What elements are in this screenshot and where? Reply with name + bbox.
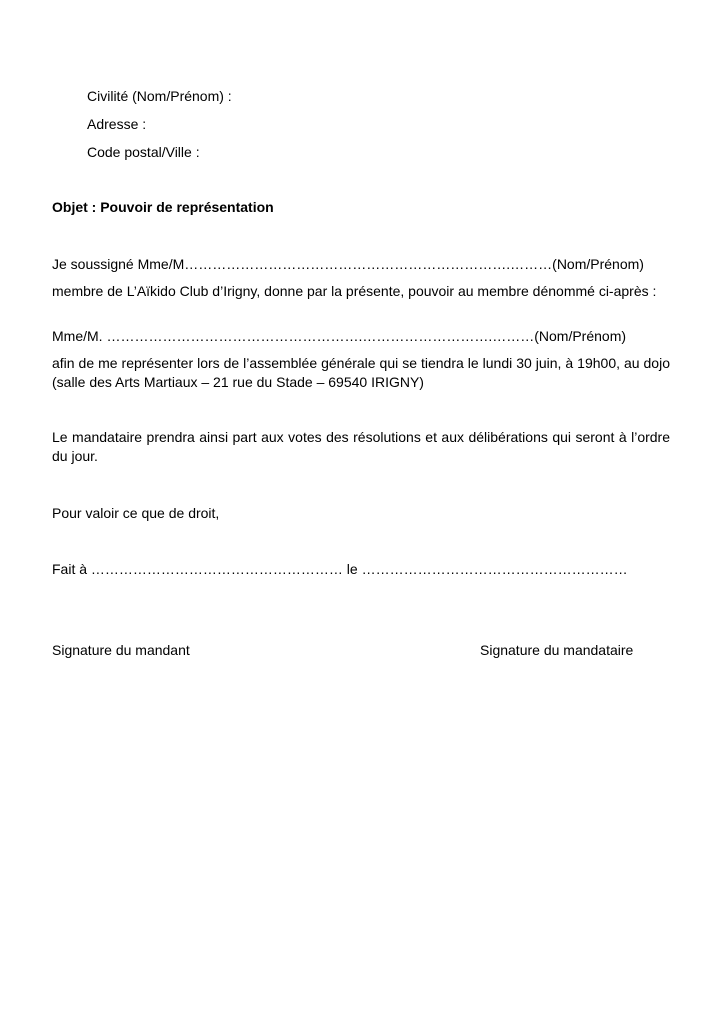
mandataire-paragraph: Le mandataire prendra ainsi part aux votes des résolutions et aux délibérations qui seront à l’ordre du jour. [52, 429, 670, 464]
objet-heading: Objet : Pouvoir de représentation [52, 199, 274, 215]
signature-mandataire: Signature du mandataire [480, 642, 634, 658]
mandataire-name-line: Mme/M. ……………………………………………….……………………….………(Nom/Prénom) [52, 328, 627, 344]
soussigne-line: Je soussigné Mme/M…………………………………………………………….………(Nom/Prénom) [52, 256, 644, 272]
fait-a-line: Fait à ……………………………………………… le ………………………………………………… [52, 561, 628, 577]
afin-paragraph: afin de me représenter lors de l’assemblée générale qui se tiendra le lundi 30 juin, à 19h00, au dojo (salle des Arts Martiaux – 21 rue du Stade – 69540 IRIGNY) [52, 355, 670, 390]
signature-mandant: Signature du mandant [52, 642, 190, 658]
code-postal-label: Code postal/Ville : [87, 144, 200, 160]
membre-paragraph: membre de L’Aïkido Club d’Irigny, donne par la présente, pouvoir au membre dénommé ci-après : [52, 283, 657, 299]
pour-valoir-text: Pour valoir ce que de droit, [52, 505, 220, 521]
adresse-label: Adresse : [87, 116, 147, 132]
civilite-label: Civilité (Nom/Prénom) : [87, 88, 232, 104]
